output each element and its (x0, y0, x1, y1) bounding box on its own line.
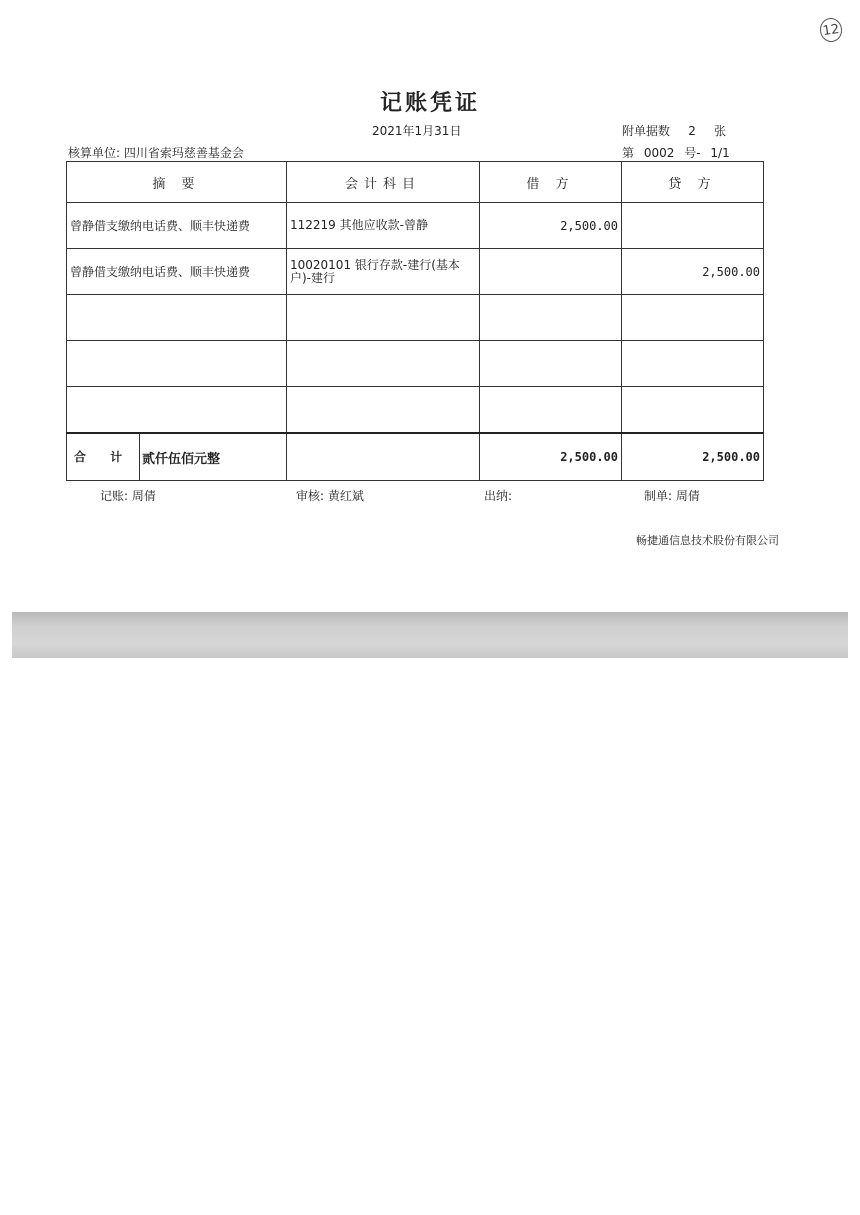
entry-credit (622, 387, 764, 434)
voucher-number (622, 144, 730, 161)
unit-label: 核算单位: (68, 146, 121, 160)
unit-name: 四川省索玛慈善基金会 (123, 146, 244, 160)
reviewer-signature: 审核: 黄红斌 (296, 489, 364, 503)
entry-debit (480, 341, 622, 387)
col-credit-header: 贷 方 (622, 162, 764, 203)
total-label: 合 计 (67, 434, 140, 480)
voucher-table (66, 161, 764, 481)
entry-account: 112219 其他应收款-曾静 (287, 203, 480, 249)
table-header (67, 162, 764, 203)
cashier-signature: 出纳: (484, 489, 513, 503)
attachment-label: 附单据数 (622, 124, 671, 138)
entry-summary (67, 341, 287, 387)
entry-credit (622, 295, 764, 341)
table-row (67, 249, 764, 295)
entry-credit (622, 341, 764, 387)
total-debit: 2,500.00 (480, 433, 622, 481)
table-row (67, 387, 764, 434)
total-spacer (287, 433, 480, 481)
col-summary-header: 摘 要 (67, 162, 287, 203)
entry-account (287, 387, 480, 434)
table-row (67, 203, 764, 249)
total-amount-words: 贰仟伍佰元整 (142, 451, 221, 467)
table-row (67, 295, 764, 341)
entry-debit: 2,500.00 (480, 203, 622, 249)
accounting-unit (68, 144, 244, 161)
voucher-prefix: 第 (622, 146, 635, 160)
entry-summary (67, 387, 287, 434)
table-row (67, 341, 764, 387)
entry-summary: 曾静借支缴纳电话费、顺丰快递费 (67, 203, 287, 249)
entry-summary: 曾静借支缴纳电话费、顺丰快递费 (67, 249, 287, 295)
col-account-header: 会计科目 (287, 162, 480, 203)
scan-edge-shadow (12, 612, 848, 658)
voucher-num: 0002 (643, 146, 675, 160)
entry-debit (480, 387, 622, 434)
attachment-count (622, 122, 726, 139)
bookkeeper-signature: 记账: 周倩 (100, 489, 156, 503)
entry-credit (622, 203, 764, 249)
voucher-page: 1/1 (710, 146, 730, 160)
entry-account (287, 295, 480, 341)
preparer-signature: 制单: 周倩 (644, 489, 700, 503)
software-company: 畅捷通信息技术股份有限公司 (636, 534, 779, 547)
entry-debit (480, 295, 622, 341)
voucher-suffix: 号- (684, 146, 701, 160)
entry-summary (67, 295, 287, 341)
entry-credit: 2,500.00 (622, 249, 764, 295)
attachment-number: 2 (688, 124, 696, 138)
entry-account (287, 341, 480, 387)
total-credit: 2,500.00 (622, 433, 764, 481)
entry-debit (480, 249, 622, 295)
attachment-unit: 张 (714, 124, 727, 138)
total-row (67, 433, 764, 481)
voucher-title: 记账凭证 (379, 90, 480, 116)
entry-account: 10020101 银行存款-建行(基本户)-建行 (287, 249, 480, 295)
voucher-date: 2021年1月31日 (372, 124, 462, 138)
total-cell (67, 433, 287, 481)
handwritten-page-mark: 12 (818, 17, 843, 44)
col-debit-header: 借 方 (480, 162, 622, 203)
